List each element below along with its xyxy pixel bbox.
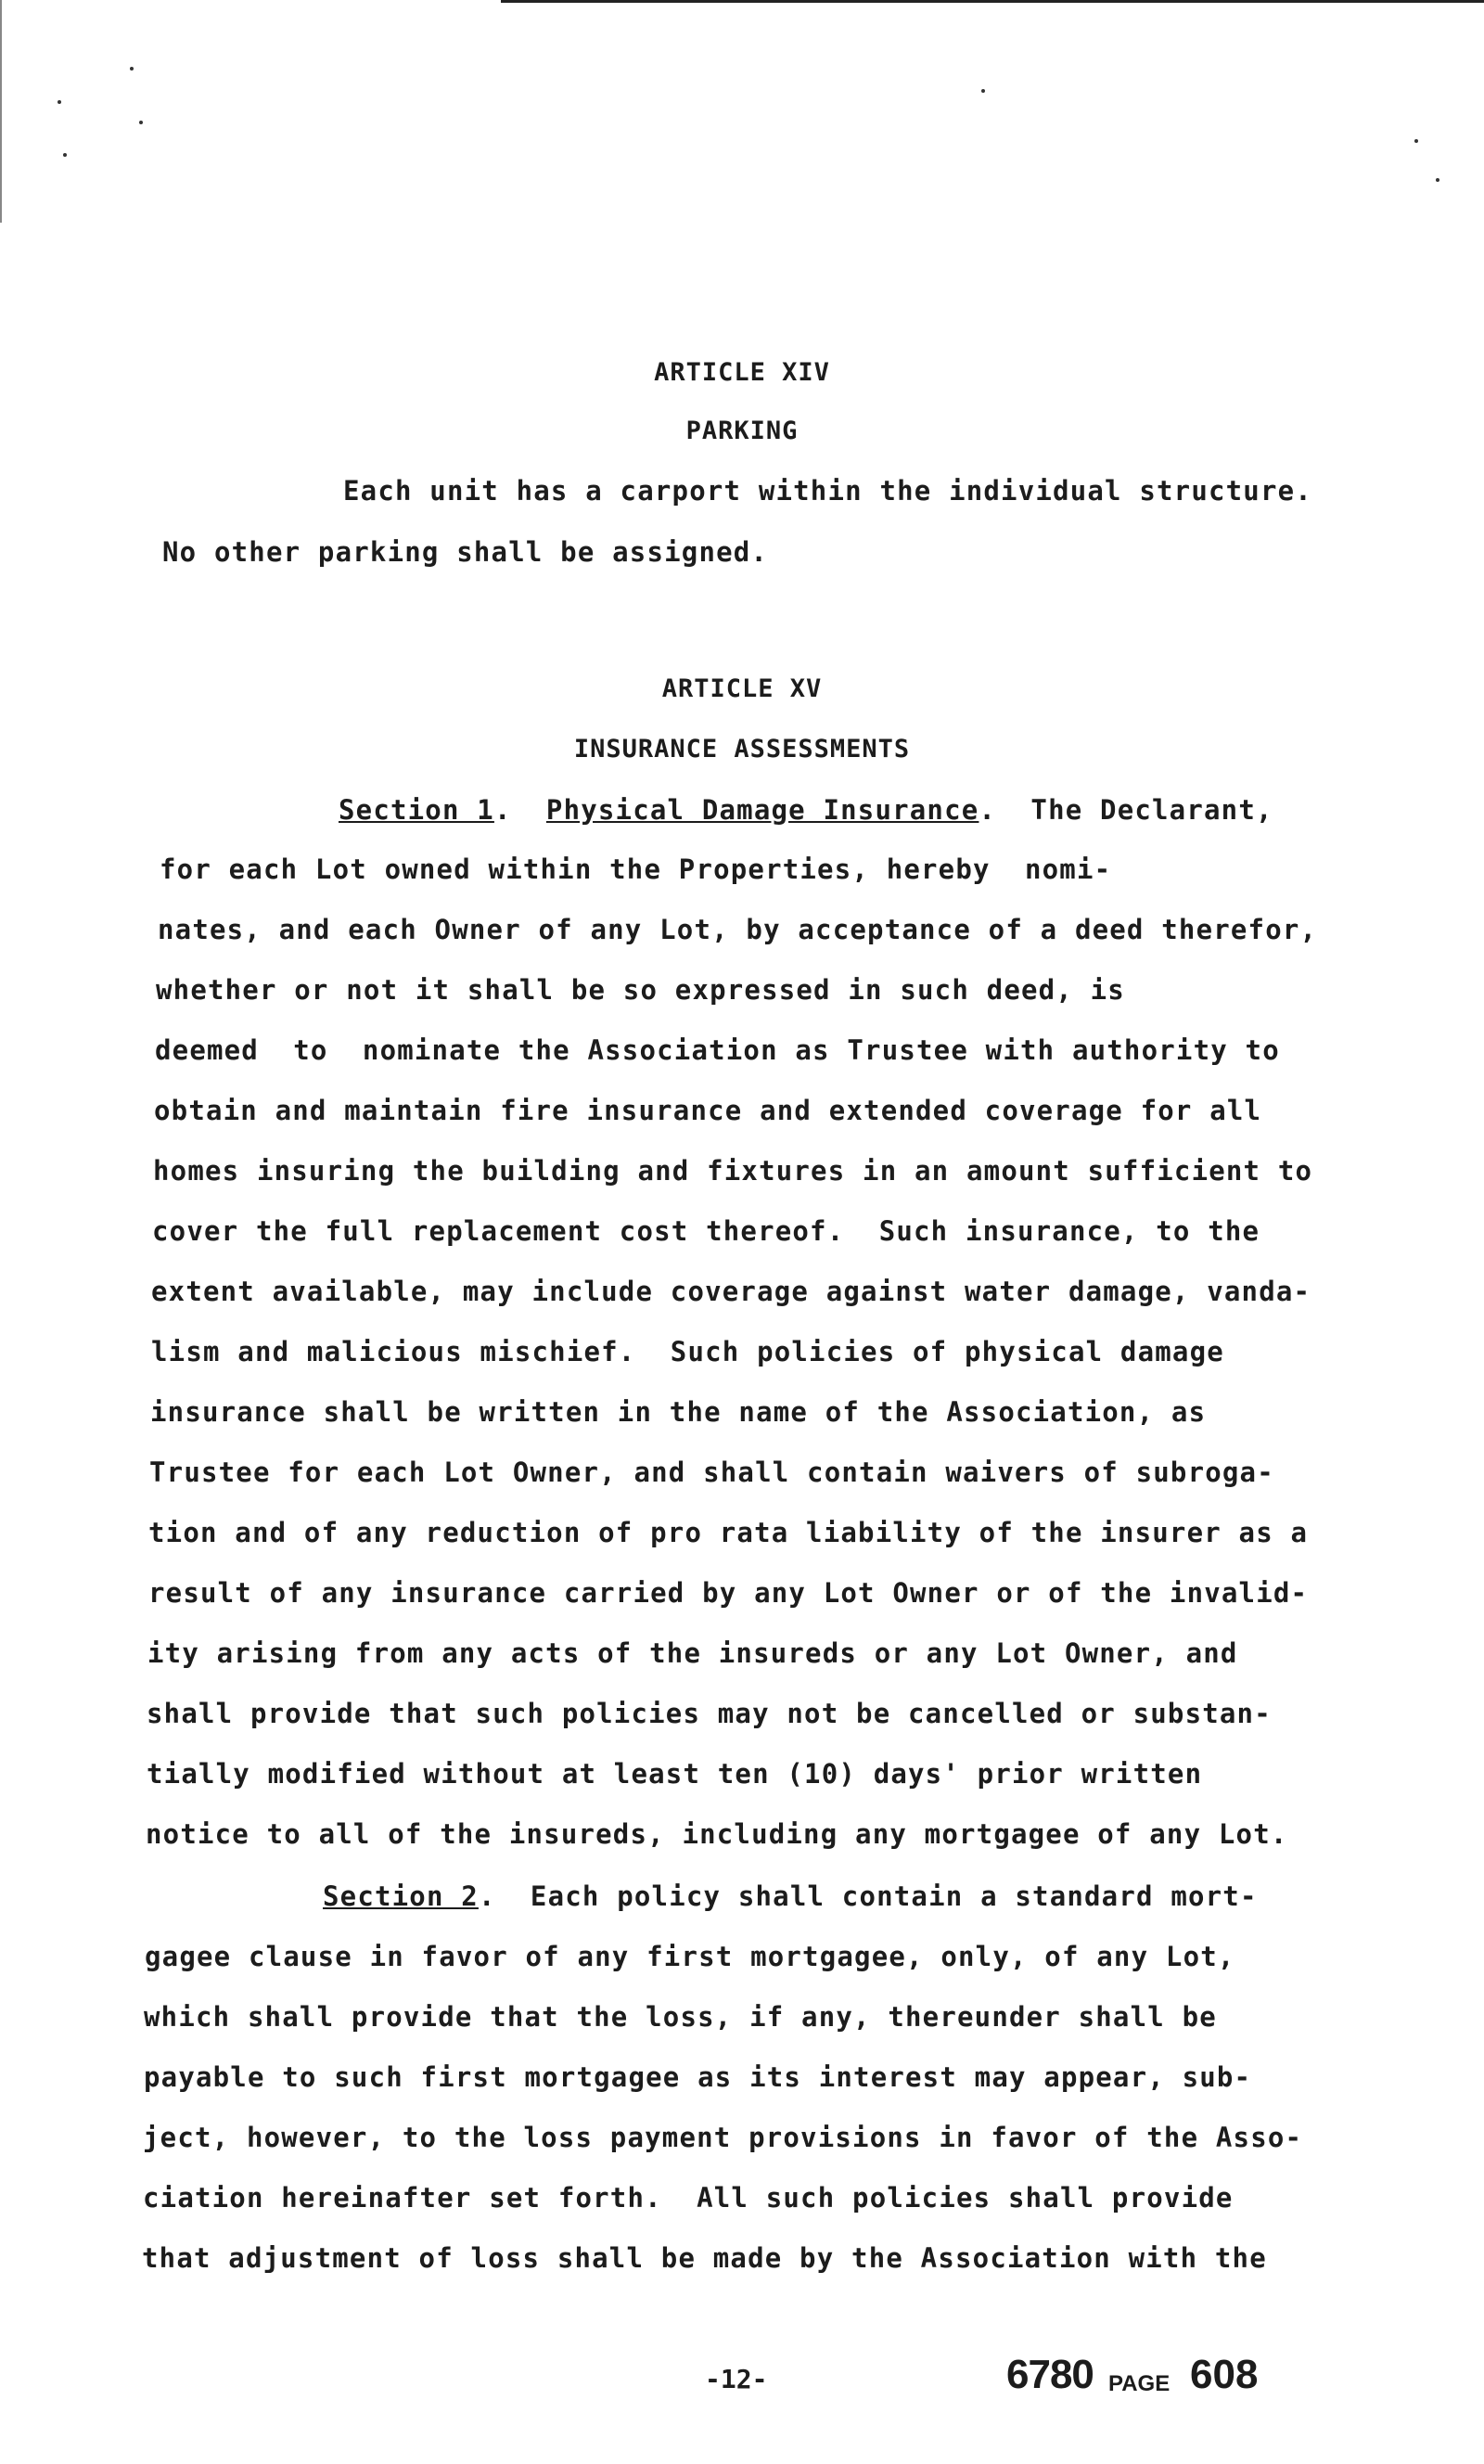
body-line: result of any insurance carried by any Lot Owner or of the invalid- — [148, 1577, 1309, 1609]
book-number-stamp: 6780 — [1006, 2352, 1094, 2397]
section-1-label: Section 1 — [339, 794, 494, 826]
body-line: insurance shall be written in the name of the Association, as — [150, 1396, 1207, 1428]
body-line: homes insuring the building and fixtures in an amount sufficient to — [153, 1155, 1313, 1187]
body-line: lism and malicious mischief. Such policies of physical damage — [151, 1336, 1224, 1367]
section-1-first-line: Section 1. Physical Damage Insurance. The Declarant, — [339, 794, 1273, 826]
section-1-title: Physical Damage Insurance — [545, 794, 979, 826]
body-line: which shall provide that the loss, if any, thereunder shall be — [144, 2001, 1217, 2033]
scan-speck — [1414, 139, 1418, 143]
body-line: whether or not it shall be so expressed in such deed, is — [156, 974, 1125, 1006]
body-line: gagee clause in favor of any first mortgagee, only, of any Lot, — [145, 1941, 1235, 1972]
body-line: Trustee for each Lot Owner, and shall contain waivers of subroga- — [149, 1457, 1274, 1488]
section-2-text: Each policy shall contain a standard mort- — [530, 1880, 1258, 1912]
article-xiv-heading: ARTICLE XIV — [654, 358, 830, 387]
body-line: tion and of any reduction of pro rata liability of the insurer as a — [148, 1517, 1309, 1548]
body-line: payable to such first mortgagee as its interest may appear, sub- — [144, 2061, 1252, 2093]
scan-speck — [139, 121, 143, 124]
body-line: obtain and maintain fire insurance and extended coverage for all — [154, 1095, 1262, 1126]
scan-top-edge — [501, 0, 1484, 3]
scan-speck — [130, 67, 134, 71]
body-line: tially modified without at least ten (10) days' prior written — [147, 1758, 1203, 1790]
section-2-label: Section 2 — [323, 1880, 479, 1912]
body-line: notice to all of the insureds, including any mortgagee of any Lot. — [146, 1818, 1288, 1850]
body-line: nates, and each Owner of any Lot, by acceptance of a deed therefor, — [158, 914, 1318, 945]
scan-speck — [58, 100, 61, 104]
scan-speck — [981, 89, 985, 93]
section-2-first-line: Section 2. Each policy shall contain a standard mort- — [323, 1880, 1258, 1912]
body-line: cover the full replacement cost thereof. Such insurance, to the — [152, 1215, 1260, 1247]
body-line: ity arising from any acts of the insureds or any Lot Owner, and — [147, 1637, 1238, 1669]
recorded-page-stamp: 608 — [1190, 2352, 1259, 2397]
scan-speck — [1436, 178, 1439, 182]
body-line: shall provide that such policies may not be cancelled or substan- — [147, 1698, 1272, 1729]
scan-left-edge — [0, 0, 2, 223]
article-xv-title: INSURANCE ASSESSMENTS — [573, 735, 911, 764]
article-xiv-title: PARKING — [685, 417, 799, 445]
body-line: ciation hereinafter set forth. All such policies shall provide — [143, 2182, 1234, 2214]
body-line: ject, however, to the loss payment provisions in favor of the Asso- — [143, 2122, 1303, 2153]
scan-speck — [63, 153, 67, 157]
body-line: for each Lot owned within the Properties, hereby nomi- — [160, 853, 1112, 885]
parking-line-1: Each unit has a carport within the individual structure. — [343, 475, 1312, 507]
section-1-text: The Declarant, — [1030, 794, 1273, 826]
body-line: deemed to nominate the Association as Trustee with authority to — [155, 1034, 1280, 1066]
page-label-stamp: PAGE — [1108, 2371, 1171, 2396]
body-line: extent available, may include coverage against water damage, vanda- — [151, 1276, 1311, 1307]
page-number: -12- — [705, 2364, 768, 2394]
parking-line-2: No other parking shall be assigned. — [162, 536, 769, 568]
article-xv-heading: ARTICLE XV — [661, 674, 823, 703]
body-line: that adjustment of loss shall be made by the Association with the — [142, 2242, 1267, 2274]
